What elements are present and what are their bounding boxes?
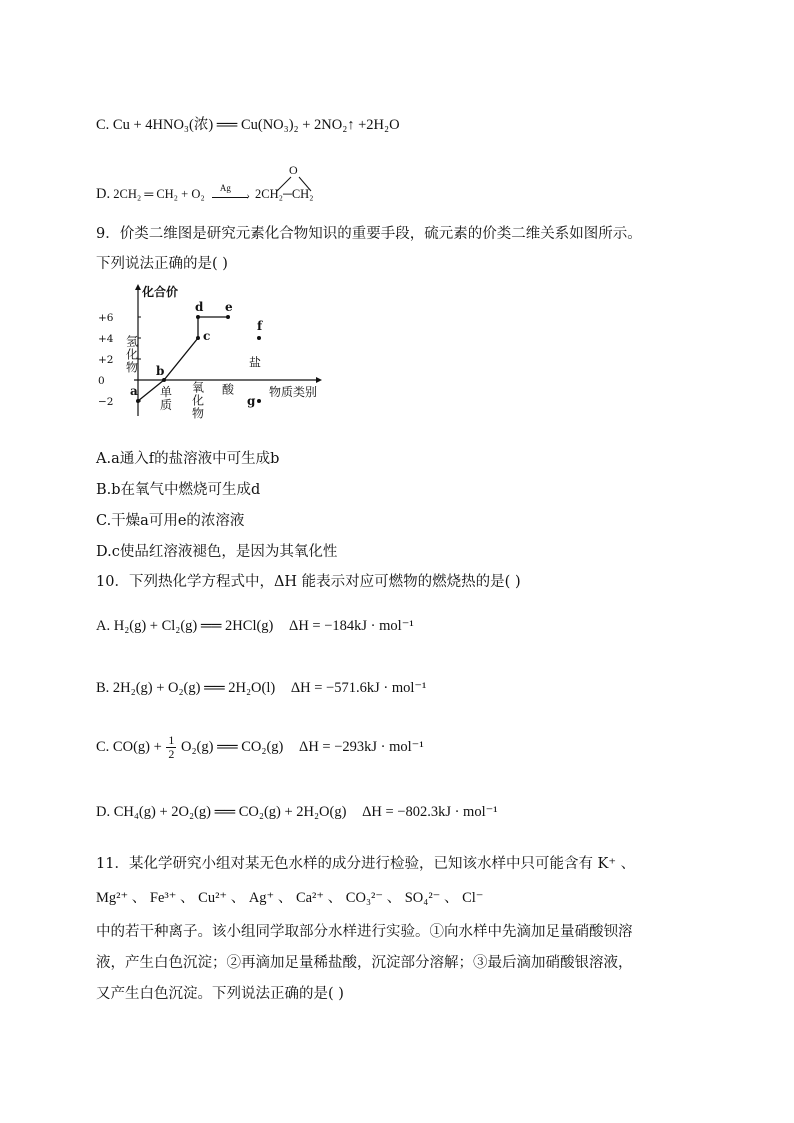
point-label-e: e (225, 300, 233, 314)
point-g (257, 399, 261, 403)
equation: 2H₂(g) + O₂(g) ══ 2H₂O(l) (112, 680, 276, 696)
y-tick-label: +4 (98, 333, 114, 345)
y-axis-label: 化合价 (142, 285, 179, 299)
x-category-label: 酸 (222, 382, 235, 397)
x-category-label: 盐 (249, 355, 262, 370)
equation: Cu + 4HNO₃(浓) ══ Cu(NO₃)₂ + 2NO₂↑ +2H₂O (112, 117, 400, 133)
point-label-g: g (247, 394, 256, 408)
equation: CH₄(g) + 2O₂(g) ══ CO₂(g) + 2H₂O(g) (113, 804, 347, 820)
x-category-label: 物 (192, 406, 205, 421)
epoxide-oxygen: O (288, 163, 298, 177)
option-prefix: D. (96, 186, 111, 202)
option-prefix: B. (96, 680, 110, 696)
epoxide-formula: 2CH₂─CH₂ (254, 187, 314, 201)
y-tick-label: −2 (98, 396, 114, 408)
fraction-numerator: 1 (168, 733, 175, 747)
x-category-label: 单 (160, 384, 173, 399)
q10-option-b (96, 680, 426, 697)
q9-option-b: B.b在氧气中燃烧可生成d (96, 482, 261, 498)
catalyst-arrow: Ag › (212, 197, 248, 198)
q9-stem-line1: 9．价类二维图是研究元素化合物知识的重要手段，硫元素的价类二维关系如图所示。 (96, 226, 642, 242)
point-label-c: c (203, 329, 211, 343)
point-d (196, 315, 200, 319)
q9-stem-line2: 下列说法正确的是( ) (96, 256, 228, 272)
valence-class-chart (96, 282, 336, 432)
q10-stem: 10．下列热化学方程式中，ΔH 能表示对应可燃物的燃烧热的是( ) (96, 574, 521, 590)
point-label-b: b (156, 364, 165, 378)
point-b (162, 378, 166, 382)
equation-left: CO(g) + (112, 738, 162, 755)
catalyst-label: Ag (219, 183, 231, 193)
q10-option-c (96, 734, 424, 761)
x-axis-arrow (316, 377, 322, 383)
epoxide-product (254, 163, 314, 202)
x-category-label: 化 (126, 347, 139, 362)
chart-axes (98, 284, 322, 421)
delta-h: ΔH = −571.6kJ · mol⁻¹ (290, 680, 427, 696)
fraction-half (166, 734, 176, 761)
q11-ion-list: Mg²⁺ 、 Fe³⁺ 、 Cu²⁺ 、 Ag⁺ 、 Ca²⁺ 、 CO₃²⁻ 、 SO₄²⁻ 、 Cl⁻ (96, 890, 484, 906)
valence-path-line (138, 317, 228, 401)
x-axis-label: 物质类别 (269, 385, 318, 399)
equation-left: 2CH₂ ═ CH₂ + O₂ (113, 187, 205, 201)
y-tick-label: +6 (98, 312, 114, 324)
q10-option-d (96, 804, 498, 821)
point-c (196, 336, 200, 340)
point-f (257, 336, 261, 340)
y-axis-arrow (135, 284, 141, 290)
y-tick-label: +2 (98, 354, 114, 366)
point-e (226, 315, 230, 319)
q11-line3: 中的若干种离子。该小组同学取部分水样进行实验。①向水样中先滴加足量硝酸钡溶 (96, 924, 633, 940)
q11-line5: 又产生白色沉淀。下列说法正确的是( ) (96, 986, 344, 1002)
equation-right: O₂(g) ══ CO₂(g) (181, 738, 284, 755)
y-tick-label: 0 (98, 375, 105, 387)
delta-h: ΔH = −184kJ · mol⁻¹ (289, 618, 414, 634)
equation: H₂(g) + Cl₂(g) ══ 2HCl(g) (113, 618, 274, 634)
point-label-d: d (195, 300, 204, 314)
x-category-label: 氢 (126, 334, 139, 349)
q11-line1: 11．某化学研究小组对某无色水样的成分进行检验，已知该水样中只可能含有 K⁺ 、 (96, 856, 636, 872)
option-prefix: C. (96, 117, 110, 133)
option-prefix: C. (96, 738, 110, 755)
option-prefix: D. (96, 804, 111, 820)
x-category-label: 化 (192, 393, 205, 408)
delta-h: ΔH = −802.3kJ · mol⁻¹ (362, 804, 498, 820)
q9-option-d: D.c使品红溶液褪色，是因为其氧化性 (96, 544, 338, 560)
option-prefix: A. (96, 618, 111, 634)
x-category-label: 质 (160, 397, 173, 412)
x-category-label: 物 (126, 360, 139, 375)
q8-option-d (96, 163, 314, 203)
fraction-denominator: 2 (168, 747, 175, 761)
point-label-f: f (257, 319, 263, 333)
q8-option-c (96, 113, 400, 134)
q11-line4: 液，产生白色沉淀；②再滴加足量稀盐酸，沉淀部分溶解；③最后滴加硝酸银溶液， (96, 955, 633, 971)
point-label-a: a (130, 384, 138, 398)
q9-option-a: A.a通入f的盐溶液中可生成b (96, 451, 280, 467)
epoxide-ring-lines (271, 173, 321, 193)
q10-option-a (96, 618, 414, 635)
delta-h: ΔH = −293kJ · mol⁻¹ (299, 738, 424, 755)
q9-option-c: C.干燥a可用e的浓溶液 (96, 513, 245, 529)
x-category-label: 氧 (192, 380, 205, 395)
point-a (136, 399, 140, 403)
